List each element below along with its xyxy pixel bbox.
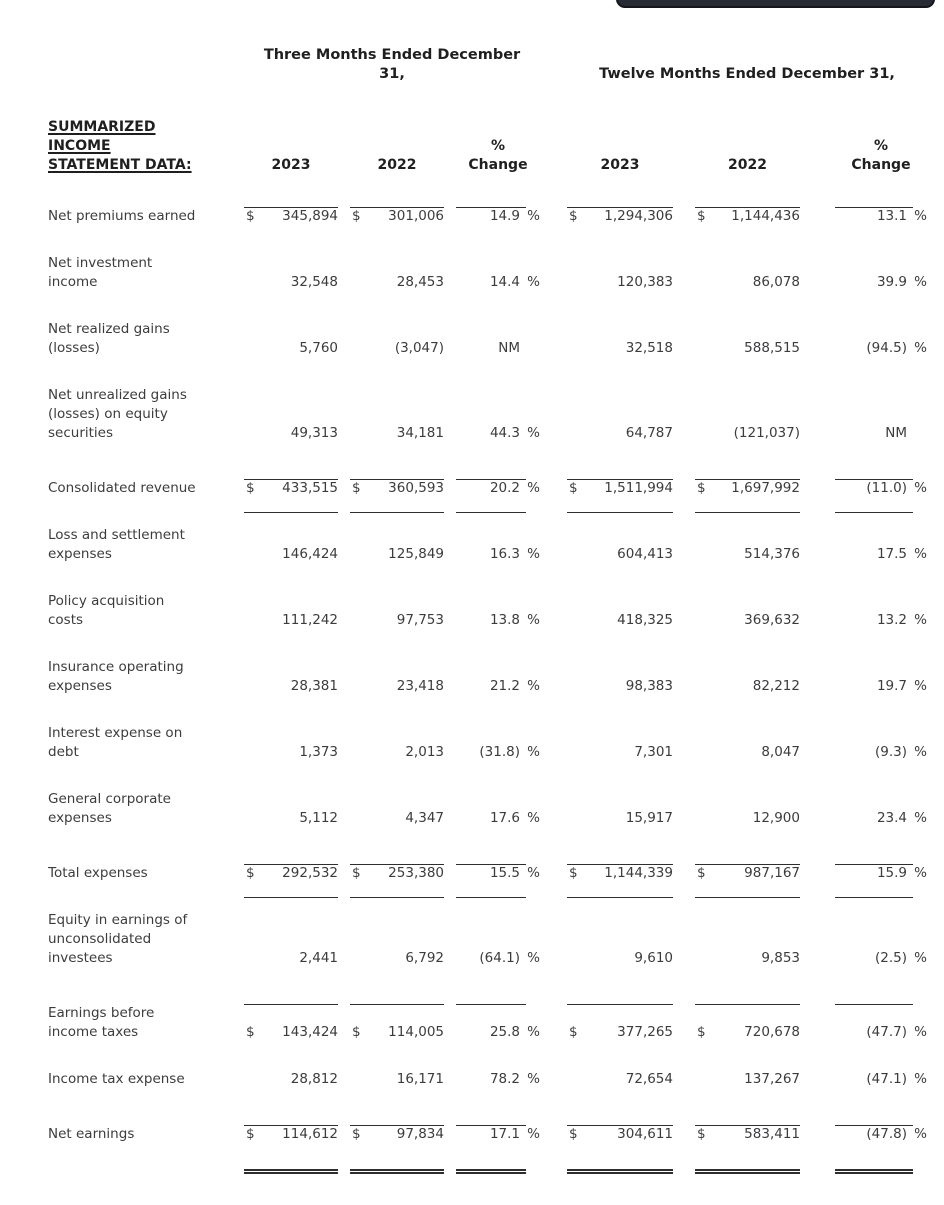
percent-sign: %: [914, 274, 927, 290]
percent-value: 78.2: [489, 1071, 520, 1087]
table-row: [48, 254, 927, 292]
cell-amount: [695, 1004, 800, 1042]
col-header-line: 2023: [271, 157, 311, 173]
amount-value: 28,453: [396, 274, 444, 290]
cell-amount: [567, 273, 673, 292]
col-header-2023-q4: [244, 156, 338, 175]
row-label: Net realized gains (losses): [48, 321, 170, 356]
cell-percent-change: [456, 743, 540, 762]
cell-amount: [567, 743, 673, 762]
amount-value: 9,610: [634, 950, 673, 966]
percent-sign: %: [914, 340, 927, 356]
amount-value: 97,753: [396, 612, 444, 628]
percent-value: 19.7: [876, 678, 907, 694]
row-label: Income tax expense: [48, 1071, 185, 1087]
table-row: [48, 199, 927, 226]
amount-value: 146,424: [282, 546, 338, 562]
percent-sign: %: [914, 810, 927, 826]
amount-value: 987,167: [744, 865, 800, 881]
cell-percent-change: [835, 611, 927, 630]
row-label: Consolidated revenue: [48, 480, 196, 496]
cell-amount: [567, 611, 673, 630]
percent-value: (9.3): [874, 744, 907, 760]
row-label: Net investment income: [48, 255, 153, 290]
cell-amount: [695, 677, 800, 696]
percent-sign: %: [527, 810, 540, 826]
amount-value: 137,267: [744, 1071, 800, 1087]
amount-value: 114,005: [388, 1024, 444, 1040]
amount-value: 1,144,339: [604, 865, 673, 881]
amount-value: (121,037): [733, 425, 800, 441]
dollar-sign: $: [697, 1126, 706, 1142]
cell-percent-change: [835, 339, 927, 358]
cell-amount: [695, 207, 800, 226]
amount-value: 418,325: [617, 612, 673, 628]
cell-amount: [567, 1070, 673, 1089]
dollar-sign: $: [246, 208, 255, 224]
dollar-sign: $: [352, 1126, 361, 1142]
percent-sign: %: [527, 546, 540, 562]
percent-value: 20.2: [489, 480, 520, 496]
cell-amount: [244, 1004, 338, 1042]
percent-value: 15.9: [876, 865, 907, 881]
percent-sign: %: [527, 950, 540, 966]
cell-amount: [695, 1125, 800, 1144]
cell-percent-change: [456, 479, 540, 498]
group-header-three-months: [244, 46, 540, 84]
cell-percent-change: [835, 479, 927, 498]
cell-amount: [695, 545, 800, 564]
cell-amount: [695, 273, 800, 292]
cell-amount: [695, 864, 800, 883]
cell-amount: [350, 677, 444, 696]
percent-sign: %: [527, 678, 540, 694]
cell-amount: [567, 479, 673, 498]
percent-value: 14.4: [489, 274, 520, 290]
dollar-sign: $: [246, 865, 255, 881]
col-header-line: Change: [851, 157, 911, 173]
amount-value: 1,144,436: [731, 208, 800, 224]
amount-value: 98,383: [625, 678, 673, 694]
cell-amount: [567, 545, 673, 564]
table-row: [48, 856, 927, 883]
cell-amount: [695, 424, 800, 443]
cell-amount: [244, 1070, 338, 1089]
amount-value: 28,381: [290, 678, 338, 694]
group-header-twelve-months: [567, 65, 927, 84]
col-header-2023-fy: [567, 156, 673, 175]
row-label: Insurance operating expenses: [48, 659, 184, 694]
dollar-sign: $: [352, 208, 361, 224]
row-label: Net unrealized gains (losses) on equity securities: [48, 387, 187, 441]
percent-value: 25.8: [489, 1024, 520, 1040]
col-header-line: Change: [468, 157, 528, 173]
amount-value: 1,511,994: [604, 480, 673, 496]
col-header-line: %: [873, 138, 889, 154]
amount-value: 720,678: [744, 1024, 800, 1040]
cell-amount: [350, 424, 444, 443]
percent-value: (64.1): [479, 950, 520, 966]
cell-percent-change: [835, 273, 927, 292]
percent-value: (31.8): [479, 744, 520, 760]
amount-value: 301,006: [388, 208, 444, 224]
dollar-sign: $: [352, 1024, 361, 1040]
amount-value: 32,518: [625, 340, 673, 356]
percent-value: (2.5): [874, 950, 907, 966]
amount-value: 16,171: [396, 1071, 444, 1087]
percent-value: 23.4: [876, 810, 907, 826]
amount-value: 2,013: [405, 744, 444, 760]
amount-value: 143,424: [282, 1024, 338, 1040]
percent-sign: %: [527, 1126, 540, 1142]
col-header-line: 2022: [377, 157, 417, 173]
amount-value: 97,834: [396, 1126, 444, 1142]
percent-sign: %: [527, 480, 540, 496]
cell-amount: [244, 545, 338, 564]
cell-amount: [244, 479, 338, 498]
cell-amount: [244, 339, 338, 358]
percent-value: 13.2: [876, 612, 907, 628]
cell-amount: [350, 1070, 444, 1089]
cell-amount: [695, 1070, 800, 1089]
cell-amount: [244, 809, 338, 828]
percent-value: NM: [498, 340, 520, 356]
percent-value: 39.9: [876, 274, 907, 290]
percent-sign: %: [527, 744, 540, 760]
group-header-row: [48, 46, 927, 84]
amount-value: 1,697,992: [731, 480, 800, 496]
amount-value: 588,515: [744, 340, 800, 356]
percent-sign: %: [527, 274, 540, 290]
cell-percent-change: [835, 1125, 927, 1144]
cell-amount: [350, 479, 444, 498]
cell-amount: [244, 949, 338, 968]
percent-sign: %: [914, 612, 927, 628]
percent-value: (11.0): [866, 480, 907, 496]
cell-percent-change: [835, 677, 927, 696]
percent-sign: %: [527, 612, 540, 628]
amount-value: 1,373: [299, 744, 338, 760]
amount-value: 120,383: [617, 274, 673, 290]
amount-value: 34,181: [396, 425, 444, 441]
percent-value: 17.6: [489, 810, 520, 826]
table-row: [48, 1070, 927, 1089]
cell-amount: [350, 809, 444, 828]
col-header-pct-change-fy: [835, 137, 927, 175]
amount-value: 514,376: [744, 546, 800, 562]
cell-percent-change: [835, 864, 927, 883]
percent-sign: %: [914, 208, 927, 224]
percent-value: 13.8: [489, 612, 520, 628]
col-header-2022-fy: [695, 156, 800, 175]
amount-value: 583,411: [744, 1126, 800, 1142]
percent-sign: %: [914, 1126, 927, 1142]
percent-value: (47.7): [866, 1024, 907, 1040]
cell-amount: [350, 273, 444, 292]
dollar-sign: $: [246, 1024, 255, 1040]
cell-amount: [350, 1125, 444, 1144]
amount-value: 64,787: [625, 425, 673, 441]
cell-percent-change: [835, 424, 927, 443]
cell-percent-change: [835, 949, 927, 968]
cell-percent-change: [456, 611, 540, 630]
amount-value: 5,760: [299, 340, 338, 356]
amount-value: 8,047: [761, 744, 800, 760]
cell-amount: [350, 864, 444, 883]
percent-value: 16.3: [489, 546, 520, 562]
amount-value: 111,242: [282, 612, 338, 628]
amount-value: 15,917: [625, 810, 673, 826]
percent-sign: %: [914, 865, 927, 881]
table-row: [48, 592, 927, 630]
cell-amount: [567, 207, 673, 226]
amount-value: 12,900: [752, 810, 800, 826]
cell-amount: [244, 864, 338, 883]
dollar-sign: $: [569, 208, 578, 224]
cell-amount: [695, 339, 800, 358]
percent-sign: %: [914, 950, 927, 966]
dollar-sign: $: [352, 480, 361, 496]
cell-amount: [567, 424, 673, 443]
percent-value: (94.5): [866, 340, 907, 356]
cell-percent-change: [835, 743, 927, 762]
dollar-sign: $: [697, 1024, 706, 1040]
table-row: [48, 471, 927, 498]
amount-value: 5,112: [299, 810, 338, 826]
percent-sign: %: [527, 208, 540, 224]
percent-sign: %: [914, 480, 927, 496]
row-label: Loss and settlement expenses: [48, 527, 185, 562]
percent-sign: %: [914, 678, 927, 694]
cell-percent-change: [456, 273, 540, 292]
percent-value: NM: [885, 425, 907, 441]
amount-value: 253,380: [388, 865, 444, 881]
cell-amount: [244, 207, 338, 226]
row-label: Interest expense on debt: [48, 725, 183, 760]
cell-amount: [350, 545, 444, 564]
cell-percent-change: [835, 809, 927, 828]
row-label: Total expenses: [48, 865, 148, 881]
amount-value: 345,894: [282, 208, 338, 224]
cell-amount: [567, 864, 673, 883]
cell-percent-change: [835, 1070, 927, 1089]
group-header-line: Twelve Months Ended December 31,: [599, 66, 895, 82]
cell-amount: [244, 1125, 338, 1144]
group-header-line: Three Months Ended December: [263, 47, 521, 63]
percent-sign: %: [914, 546, 927, 562]
amount-value: 82,212: [752, 678, 800, 694]
percent-sign: %: [527, 1071, 540, 1087]
table-row: [48, 1117, 927, 1144]
amount-value: 72,654: [625, 1071, 673, 1087]
cell-amount: [244, 273, 338, 292]
cell-amount: [350, 339, 444, 358]
percent-sign: %: [914, 1071, 927, 1087]
percent-sign: %: [914, 744, 927, 760]
cell-amount: [350, 207, 444, 226]
row-label: General corporate expenses: [48, 791, 171, 826]
cell-percent-change: [835, 545, 927, 564]
cell-amount: [567, 809, 673, 828]
percent-sign: %: [527, 1024, 540, 1040]
amount-value: 292,532: [282, 865, 338, 881]
table-row: [48, 911, 927, 968]
row-label: Equity in earnings of unconsolidated investees: [48, 912, 188, 966]
cell-percent-change: [456, 1004, 540, 1042]
cell-amount: [350, 743, 444, 762]
cell-amount: [695, 809, 800, 828]
dollar-sign: $: [569, 1024, 578, 1040]
table-row: [48, 526, 927, 564]
table-row: [48, 320, 927, 358]
cell-percent-change: [456, 207, 540, 226]
amount-value: 1,294,306: [604, 208, 673, 224]
percent-sign: %: [527, 425, 540, 441]
amount-value: 86,078: [752, 274, 800, 290]
percent-value: 21.2: [489, 678, 520, 694]
percent-value: (47.8): [866, 1126, 907, 1142]
cell-amount: [695, 479, 800, 498]
income-statement-document: [48, 0, 927, 1144]
dollar-sign: $: [569, 480, 578, 496]
cell-amount: [244, 743, 338, 762]
cell-percent-change: [456, 545, 540, 564]
amount-value: 7,301: [634, 744, 673, 760]
column-header-row: [48, 118, 927, 175]
cell-amount: [567, 1125, 673, 1144]
col-header-line: 2023: [600, 157, 640, 173]
group-header-line: 31,: [379, 66, 405, 82]
amount-value: 4,347: [405, 810, 444, 826]
cell-amount: [695, 949, 800, 968]
table-row: [48, 790, 927, 828]
cell-percent-change: [835, 1004, 927, 1042]
cell-amount: [350, 611, 444, 630]
cell-percent-change: [456, 1125, 540, 1144]
col-header-pct-change-q4: [456, 137, 540, 175]
col-header-line: 2022: [728, 157, 767, 173]
cell-amount: [244, 424, 338, 443]
cell-amount: [567, 677, 673, 696]
col-header-2022-q4: [350, 156, 444, 175]
cell-amount: [567, 1004, 673, 1042]
cell-amount: [350, 1004, 444, 1042]
cell-percent-change: [456, 809, 540, 828]
cell-amount: [350, 949, 444, 968]
percent-value: 13.1: [876, 208, 907, 224]
percent-value: 17.5: [876, 546, 907, 562]
cell-percent-change: [456, 1070, 540, 1089]
amount-value: 32,548: [290, 274, 338, 290]
amount-value: 377,265: [617, 1024, 673, 1040]
amount-value: 114,612: [282, 1126, 338, 1142]
row-label: Earnings before income taxes: [48, 1005, 155, 1040]
dollar-sign: $: [697, 208, 706, 224]
amount-value: 9,853: [761, 950, 800, 966]
row-label: Policy acquisition costs: [48, 593, 165, 628]
cell-amount: [244, 677, 338, 696]
cell-amount: [567, 949, 673, 968]
amount-value: 2,441: [299, 950, 338, 966]
col-header-line: %: [490, 138, 506, 154]
table-body: [48, 199, 927, 1144]
amount-value: 604,413: [617, 546, 673, 562]
cell-amount: [695, 611, 800, 630]
dollar-sign: $: [697, 865, 706, 881]
stub-header-line: INCOME: [48, 138, 111, 154]
percent-sign: %: [914, 1024, 927, 1040]
cell-percent-change: [835, 207, 927, 226]
row-label: Net premiums earned: [48, 208, 196, 224]
dollar-sign: $: [352, 865, 361, 881]
amount-value: 360,593: [388, 480, 444, 496]
dollar-sign: $: [697, 480, 706, 496]
amount-value: 6,792: [405, 950, 444, 966]
dollar-sign: $: [246, 480, 255, 496]
table-row: [48, 996, 927, 1042]
amount-value: (3,047): [394, 340, 444, 356]
percent-value: 17.1: [489, 1126, 520, 1142]
amount-value: 28,812: [290, 1071, 338, 1087]
cell-percent-change: [456, 864, 540, 883]
row-label: Net earnings: [48, 1126, 135, 1142]
cell-percent-change: [456, 949, 540, 968]
dollar-sign: $: [569, 1126, 578, 1142]
amount-value: 304,611: [617, 1126, 673, 1142]
stub-header: [48, 118, 244, 175]
cell-amount: [695, 743, 800, 762]
amount-value: 433,515: [282, 480, 338, 496]
cell-percent-change: [456, 424, 540, 443]
percent-value: 15.5: [489, 865, 520, 881]
amount-value: 49,313: [290, 425, 338, 441]
amount-value: 125,849: [388, 546, 444, 562]
dollar-sign: $: [569, 865, 578, 881]
cell-percent-change: [456, 339, 540, 358]
amount-value: 23,418: [396, 678, 444, 694]
percent-value: 44.3: [489, 425, 520, 441]
percent-value: (47.1): [866, 1071, 907, 1087]
table-row: [48, 724, 927, 762]
percent-sign: %: [527, 865, 540, 881]
cell-amount: [244, 611, 338, 630]
cell-percent-change: [456, 677, 540, 696]
percent-value: 14.9: [489, 208, 520, 224]
table-row: [48, 386, 927, 443]
stub-header-line: SUMMARIZED: [48, 119, 156, 135]
amount-value: 369,632: [744, 612, 800, 628]
table-row: [48, 658, 927, 696]
cell-amount: [567, 339, 673, 358]
dollar-sign: $: [246, 1126, 255, 1142]
stub-header-line: STATEMENT DATA:: [48, 157, 192, 173]
